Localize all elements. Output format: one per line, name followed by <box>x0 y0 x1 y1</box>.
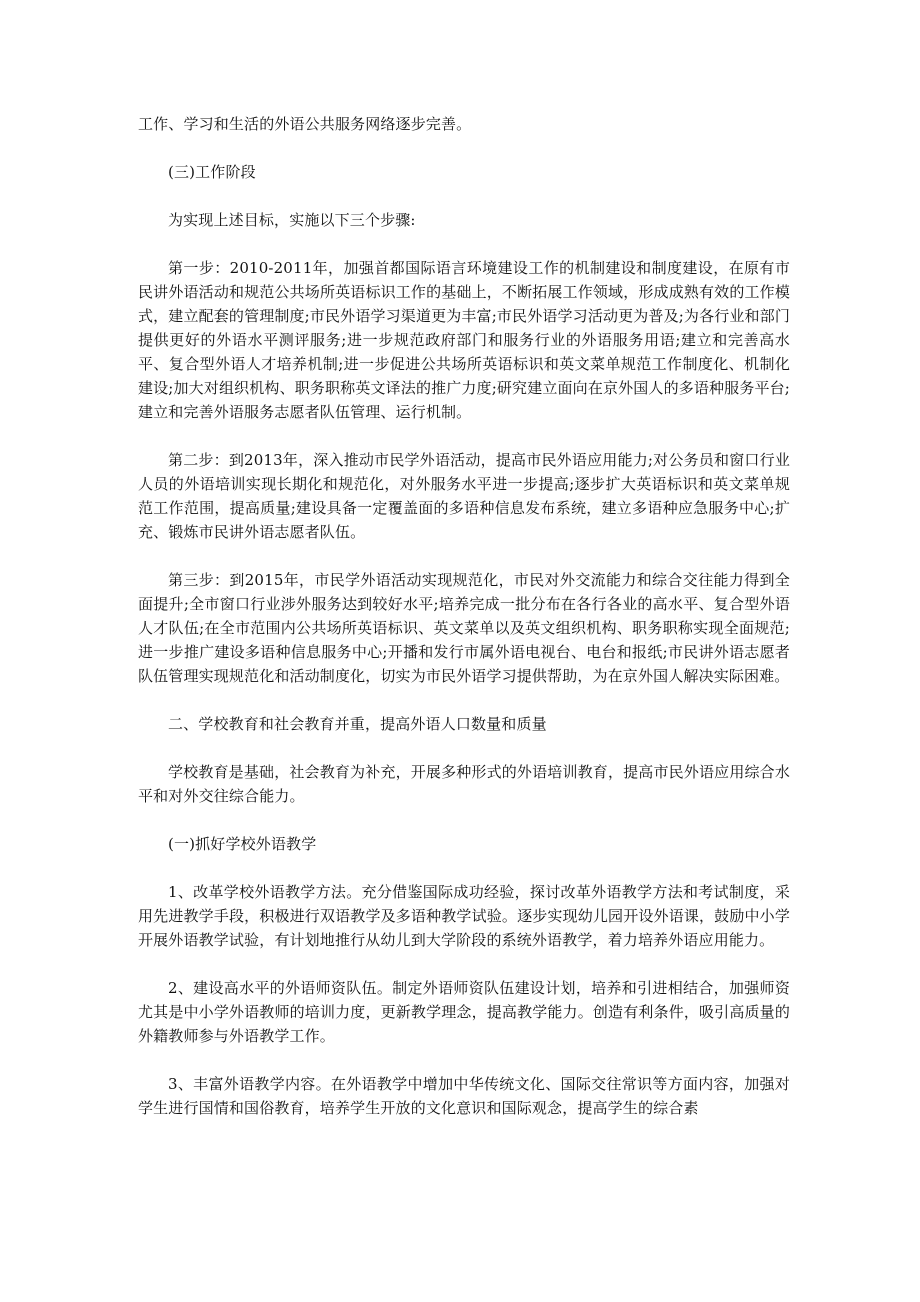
paragraph-intro-steps: 为实现上述目标，实施以下三个步骤: <box>168 211 416 229</box>
paragraph-step-three: 第三步：到2015年，市民学外语活动实现规范化，市民对外交流能力和综合交往能力得到全面提升;全市窗口行业涉外服务达到较好水平;培养完成一批分布在各行各业的高水平、复合型外语人才队伍;在全市范围内公共场所英语标识、英文菜单以及英文组织机构、职务职称实现全面规范;进一步推广建设多语种信息服务中心;开播和发行市属外语电视台、电台和报纸;市民讲外语志愿者队伍管理实现规范化和活动制度化，切实为市民外语学习提供帮助，为在京外国人解决实际困难。 <box>138 571 790 685</box>
paragraph-item-three: 3、丰富外语教学内容。在外语教学中增加中华传统文化、国际交往常识等方面内容，加强对学生进行国情和国俗教育，培养学生开放的文化意识和国际观念，提高学生的综合素 <box>138 1075 790 1117</box>
paragraph-education-intro: 学校教育是基础，社会教育为补充，开展多种形式的外语培训教育，提高市民外语应用综合水平和对外交往综合能力。 <box>138 763 790 805</box>
subsection-heading-school-teaching: (一)抓好学校外语教学 <box>168 835 317 853</box>
paragraph-step-one: 第一步：2010-2011年，加强首都国际语言环境建设工作的机制建设和制度建设，在原有市民讲外语活动和规范公共场所英语标识工作的基础上，不断拓展工作领域，形成成熟有效的工作模式，建立配套的管理制度;市民外语学习渠道更为丰富;市民外语学习活动更为普及;为各行业和部门提供更好的外语水平测评服务;进一步规范政府部门和服务行业的外语服务用语;建立和完善高水平、复合型外语人才培养机制;进一步促进公共场所英语标识和英文菜单规范工作制度化、机制化建设;加大对组织机构、职务职称英文译法的推广力度;研究建立面向在京外国人的多语种服务平台;建立和完善外语服务志愿者队伍管理、运行机制。 <box>138 259 790 421</box>
paragraph-continuation: 工作、学习和生活的外语公共服务网络逐步完善。 <box>138 115 472 133</box>
paragraph-item-two: 2、建设高水平的外语师资队伍。制定外语师资队伍建设计划，培养和引进相结合，加强师资尤其是中小学外语教师的培训力度，更新教学理念，提高教学能力。创造有利条件，吸引高质量的外籍教师参与外语教学工作。 <box>138 979 790 1045</box>
section-heading-work-stages: (三)工作阶段 <box>168 163 256 181</box>
section-heading-education: 二、学校教育和社会教育并重，提高外语人口数量和质量 <box>168 715 547 733</box>
document-body <box>138 112 790 1144</box>
paragraph-step-two: 第二步：到2013年，深入推动市民学外语活动，提高市民外语应用能力;对公务员和窗口行业人员的外语培训实现长期化和规范化，对外服务水平进一步提高;逐步扩大英语标识和英文菜单规范工作范围，提高质量;建设具备一定覆盖面的多语种信息发布系统，建立多语种应急服务中心;扩充、锻炼市民讲外语志愿者队伍。 <box>138 451 790 541</box>
paragraph-item-one: 1、改革学校外语教学方法。充分借鉴国际成功经验，探讨改革外语教学方法和考试制度，采用先进教学手段，积极进行双语教学及多语种教学试验。逐步实现幼儿园开设外语课，鼓励中小学开展外语教学试验，有计划地推行从幼儿到大学阶段的系统外语教学，着力培养外语应用能力。 <box>138 883 790 949</box>
